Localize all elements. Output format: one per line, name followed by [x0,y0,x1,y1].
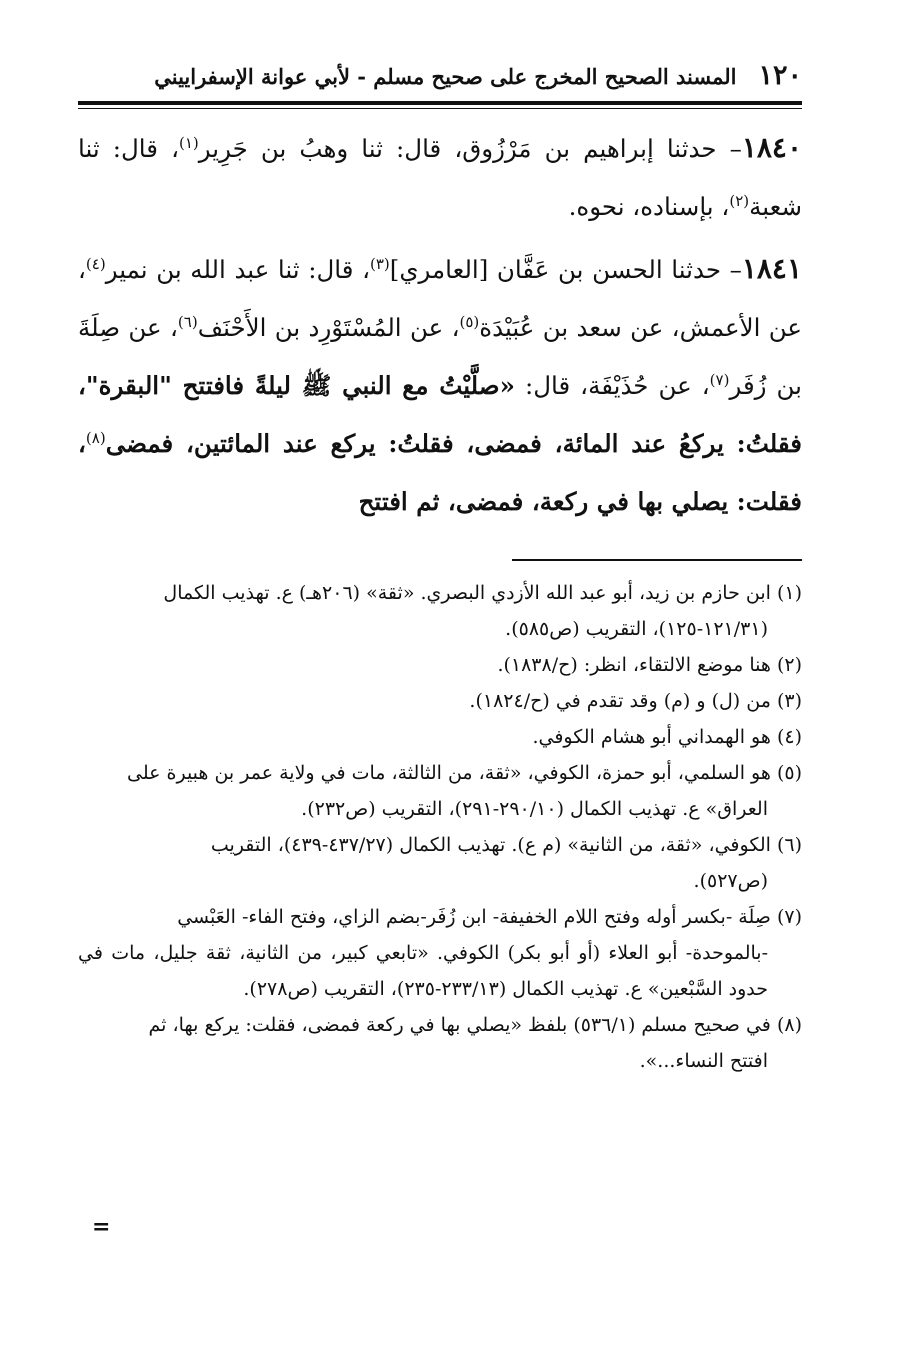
footnote-continuation: -بالموحدة- أبو العلاء (أو أبو بكر) الكوفي. «تابعي كبير، من الثانية، ثقة جليل، مات في حدود السَّبْعين» ع. تهذيب الكمال (٢٣٣/١٣-٢٣٥)، التقريب (ص٢٧٨). [78,942,768,1000]
main-text [78,119,802,531]
footnote-text: الكوفي، «ثقة، من الثانية» (م ع). تهذيب الكمال (٤٣٧/٢٧-٤٣٩)، التقريب [210,834,771,856]
footnote-text: هو السلمي، أبو حمزة، الكوفي، «ثقة، من الثالثة، مات في ولاية عمر بن هبيرة على [127,762,771,784]
footnote-continuation: العراق» ع. تهذيب الكمال (٢٩٠/١٠-٢٩١)، التقريب (ص٢٣٢). [301,798,768,820]
footnote-ref-7[interactable]: (٧) [709,370,730,389]
footnote-continuation: (١٢١/٣١-١٢٥)، التقريب (ص٥٨٥). [505,618,768,640]
footnote-continuation: افتتح النساء...». [639,1050,768,1072]
footnotes [78,575,802,1079]
footnote-separator [512,559,802,561]
hadith-matn: ، فقلت: يصلي بها في ركعة، فمضى، ثم افتتح [78,429,802,516]
footnote-number: (٣) [776,690,802,712]
hadith-text: – حدثنا الحسن بن عَفَّان [العامري] [389,255,742,284]
footnote-number: (٤) [776,726,802,748]
page-header [78,60,802,100]
footnote-continuation: (ص٥٢٧). [693,870,768,892]
hadith-number: ١٨٤١ [741,252,802,285]
hadith-number: ١٨٤٠ [741,131,802,164]
footnote-number: (٨) [776,1014,802,1036]
footnote-text: ابن حازم بن زيد، أبو عبد الله الأزدي البصري. «ثقة» (٢٠٦هـ) ع. تهذيب الكمال [163,582,771,604]
hadith-1840 [78,119,802,236]
hadith-text: – حدثنا إبراهيم بن مَرْزُوق، قال: ثنا وهبُ بن جَرِير [198,134,742,163]
running-title: المسند الصحيح المخرج على صحيح مسلم - لأبي عوانة الإسفراييني [154,64,737,89]
footnote-8 [78,1007,802,1079]
page-number: ١٢٠ [758,60,802,91]
footnote-text: هنا موضع الالتقاء، انظر: (ح/١٨٣٨). [497,654,771,676]
footnote-text: صِلَة -بكسر أوله وفتح اللام الخفيفة- ابن زُفَر-بضم الزاي، وفتح الفاء- العَبْسي [177,906,771,928]
hadith-text: ، قال: ثنا عبد الله بن نمير [105,255,370,284]
hadith-text: ، عن صِلَةَ بن زُفَر [78,313,802,400]
hadith-1841 [78,240,802,531]
footnote-2 [78,647,802,683]
footnote-1 [78,575,802,647]
footnote-5 [78,755,802,827]
footnote-text: من (ل) و (م) وقد تقدم في (ح/١٨٢٤). [469,690,771,712]
footnote-3 [78,683,802,719]
footnote-ref-2[interactable]: (٢) [729,191,750,210]
header-rule-thin [78,108,802,109]
footnote-text: في صحيح مسلم (٥٣٦/١) بلفظ «يصلي بها في ركعة فمضى، فقلت: يركع بها، ثم [148,1014,771,1036]
footnote-number: (١) [776,582,802,604]
footnote-4 [78,719,802,755]
footnote-number: (٥) [776,762,802,784]
continuation-mark: = [92,1214,111,1240]
hadith-text: ، عن المُسْتَوْرِد بن الأَحْنَف [197,313,460,342]
footnote-ref-1[interactable]: (١) [178,133,199,152]
footnote-ref-5[interactable]: (٥) [459,312,480,331]
header-rule [78,101,802,105]
footnote-ref-3[interactable]: (٣) [370,254,390,273]
hadith-text: ، قال: ثنا شعبة [78,134,802,221]
footnote-number: (٢) [776,654,802,676]
hadith-text: ، عن حُذَيْفَة، قال: [514,371,710,400]
footnote-7 [78,899,802,1007]
footnote-ref-6[interactable]: (٦) [177,312,198,331]
footnote-ref-8[interactable]: (٨) [85,428,106,447]
hadith-matn: «صلَّيْتُ مع النبي ﷺ ليلةً فافتتح "البقرة"، فقلتُ: يركعُ عند المائة، فمضى، فقلتُ: يركع عند المائتين، فمضى [78,371,802,458]
hadith-text: ، عن الأعمش، عن سعد بن عُبَيْدَة [78,255,802,342]
footnote-text: هو الهمداني أبو هشام الكوفي. [532,726,771,748]
hadith-text: ، بإسناده، نحوه. [568,192,730,221]
footnote-number: (٦) [776,834,802,856]
footnote-number: (٧) [776,906,802,928]
footnote-6 [78,827,802,899]
footnote-ref-4[interactable]: (٤) [85,254,106,273]
